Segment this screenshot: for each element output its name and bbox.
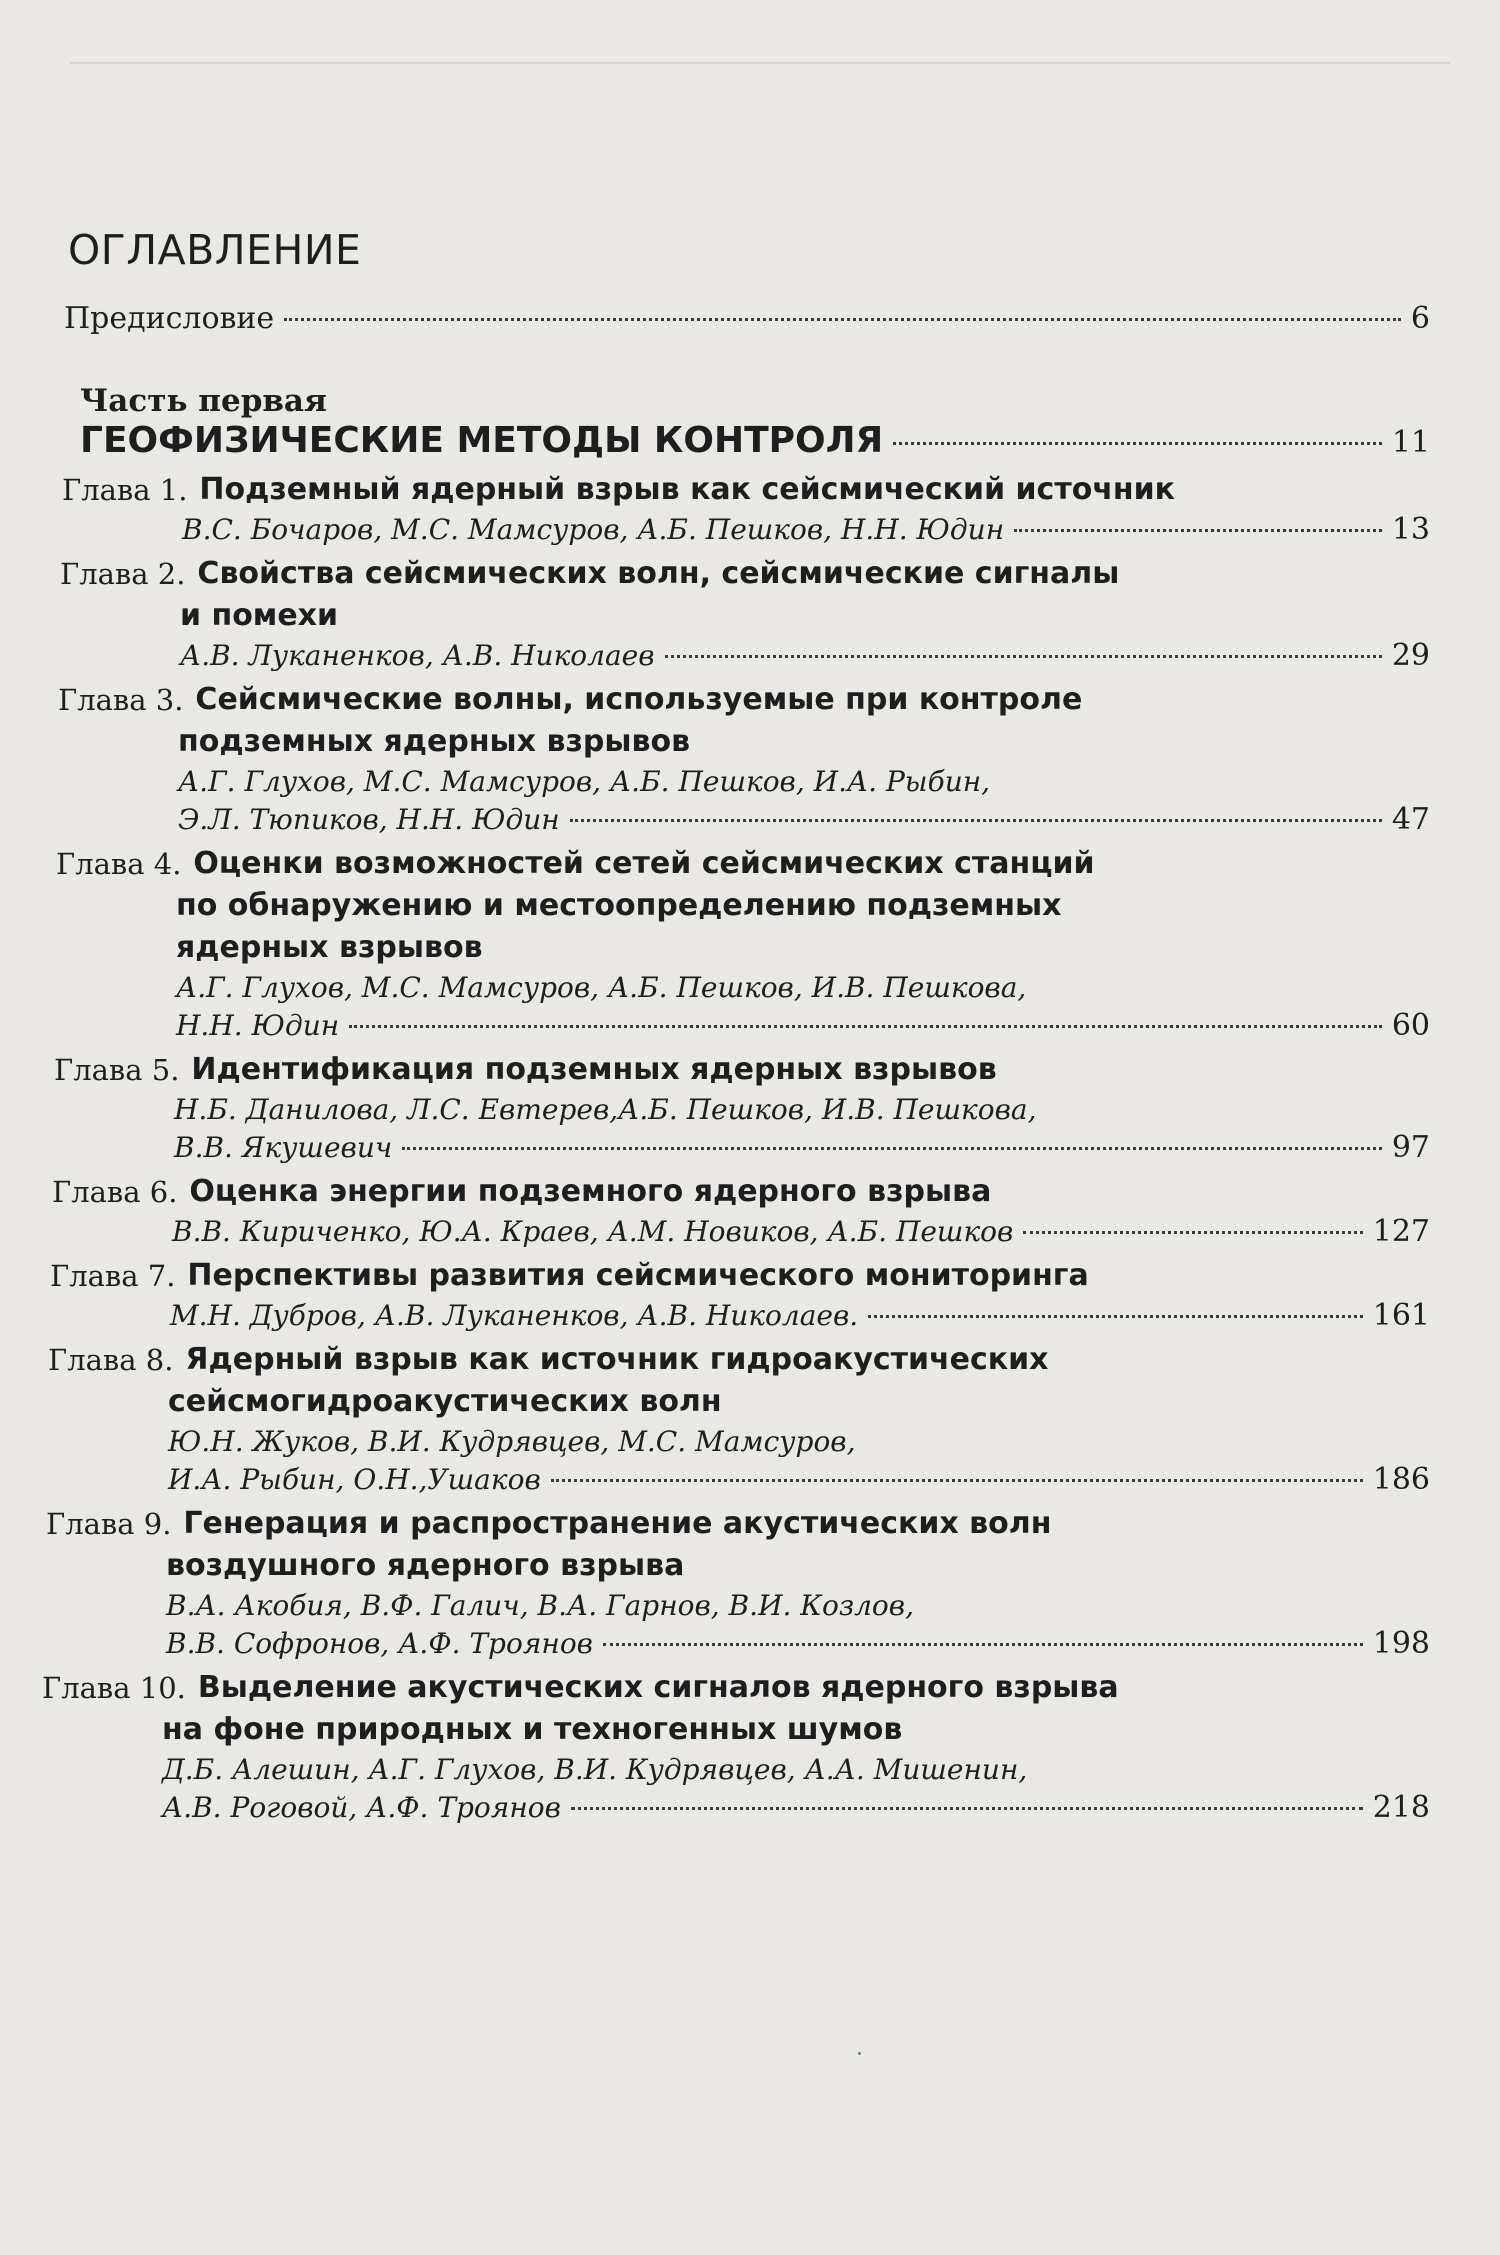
chapter-title-line: на фоне природных и техногенных шумов bbox=[162, 1712, 903, 1747]
toc-entry-chapter-4[interactable] bbox=[56, 843, 1450, 1045]
page-number: 161 bbox=[1372, 1298, 1430, 1333]
chapter-label: Глава 9. bbox=[46, 1507, 172, 1541]
chapter-title: Ядерный взрыв как источник гидроакустических bbox=[185, 1342, 1049, 1377]
toc-entry-chapter-1[interactable] bbox=[62, 469, 1450, 549]
dot-leader bbox=[868, 1315, 1363, 1318]
chapter-list bbox=[42, 469, 1450, 1827]
chapter-title: Оценка энергии подземного ядерного взрыва bbox=[189, 1174, 992, 1209]
page-number: 127 bbox=[1372, 1214, 1430, 1249]
chapter-authors-row bbox=[62, 511, 1430, 549]
chapter-authors-line: Д.Б. Алешин, А.Г. Глухов, В.И. Кудрявцев, А.А. Мишенин, bbox=[162, 1753, 1028, 1786]
chapter-authors-row bbox=[60, 637, 1430, 675]
chapter-heading bbox=[60, 553, 1450, 595]
chapter-authors-line: Ю.Н. Жуков, В.И. Кудрявцев, М.С. Мамсуров, bbox=[168, 1425, 856, 1458]
chapter-heading bbox=[62, 469, 1450, 511]
dot-leader bbox=[571, 1807, 1363, 1810]
chapter-authors-row bbox=[56, 1007, 1430, 1045]
chapter-authors-row bbox=[46, 1625, 1430, 1663]
chapter-authors: В.С. Бочаров, М.С. Мамсуров, А.Б. Пешков, Н.Н. Юдин bbox=[182, 513, 1005, 546]
toc-entry-chapter-3[interactable] bbox=[58, 679, 1450, 839]
dot-leader bbox=[665, 655, 1382, 658]
chapter-title-line: ядерных взрывов bbox=[176, 930, 483, 965]
chapter-authors: В.В. Софронов, А.Ф. Троянов bbox=[166, 1627, 593, 1660]
page-number: 6 bbox=[1410, 301, 1430, 336]
dot-leader bbox=[570, 819, 1382, 822]
toc-entry-chapter-6[interactable] bbox=[52, 1171, 1450, 1251]
bleed-through-rule bbox=[70, 62, 1450, 64]
chapter-authors: В.В. Кириченко, Ю.А. Краев, А.М. Новиков, А.Б. Пешков bbox=[172, 1215, 1014, 1248]
chapter-authors: А.В. Роговой, А.Ф. Троянов bbox=[162, 1791, 561, 1824]
dot-leader bbox=[551, 1479, 1363, 1482]
chapter-heading bbox=[46, 1503, 1450, 1545]
chapter-title: Свойства сейсмических волн, сейсмические сигналы bbox=[197, 556, 1120, 591]
chapter-authors-line: А.Г. Глухов, М.С. Мамсуров, А.Б. Пешков, И.В. Пешкова, bbox=[176, 971, 1027, 1004]
toc-entry-preface[interactable] bbox=[64, 301, 1430, 336]
toc-entry-chapter-7[interactable] bbox=[50, 1255, 1450, 1335]
chapter-label: Глава 4. bbox=[56, 847, 182, 881]
page-number: 218 bbox=[1372, 1790, 1430, 1825]
dot-leader bbox=[1023, 1231, 1362, 1234]
toc-entry-chapter-9[interactable] bbox=[46, 1503, 1450, 1663]
page-number: 60 bbox=[1391, 1008, 1430, 1043]
chapter-authors: А.В. Луканенков, А.В. Николаев bbox=[180, 639, 655, 672]
chapter-title: Идентификация подземных ядерных взрывов bbox=[191, 1052, 997, 1087]
chapter-heading bbox=[48, 1339, 1450, 1381]
chapter-heading bbox=[50, 1255, 1450, 1297]
chapter-authors: В.В. Якушевич bbox=[174, 1131, 393, 1164]
chapter-label: Глава 7. bbox=[50, 1259, 176, 1293]
chapter-title: Подземный ядерный взрыв как сейсмический источник bbox=[199, 472, 1176, 507]
toc-page bbox=[42, 226, 1450, 1831]
chapter-title: Сейсмические волны, используемые при контроле bbox=[195, 682, 1083, 717]
page-number: 11 bbox=[1391, 425, 1430, 460]
chapter-title: Выделение акустических сигналов ядерного взрыва bbox=[197, 1670, 1119, 1705]
chapter-authors-line: А.Г. Глухов, М.С. Мамсуров, А.Б. Пешков, И.А. Рыбин, bbox=[178, 765, 991, 798]
chapter-authors-row bbox=[52, 1213, 1430, 1251]
toc-entry-chapter-2[interactable] bbox=[60, 553, 1450, 675]
dot-leader bbox=[893, 442, 1382, 445]
chapter-heading bbox=[52, 1171, 1450, 1213]
page-number: 97 bbox=[1391, 1130, 1430, 1165]
chapter-authors: Э.Л. Тюпиков, Н.Н. Юдин bbox=[178, 803, 560, 836]
page-number: 186 bbox=[1372, 1462, 1430, 1497]
part-title: ГЕОФИЗИЧЕСКИЕ МЕТОДЫ КОНТРОЛЯ bbox=[80, 420, 884, 461]
chapter-heading bbox=[58, 679, 1450, 721]
chapter-authors: И.А. Рыбин, О.Н.,Ушаков bbox=[168, 1463, 541, 1496]
chapter-title-line: сейсмогидроакустических волн bbox=[168, 1384, 722, 1419]
chapter-label: Глава 6. bbox=[52, 1175, 178, 1209]
chapter-label: Глава 1. bbox=[62, 473, 188, 507]
chapter-label: Глава 10. bbox=[42, 1671, 186, 1705]
chapter-label: Глава 8. bbox=[48, 1343, 174, 1377]
part-label: Часть первая bbox=[80, 383, 327, 419]
chapter-authors-row bbox=[42, 1789, 1430, 1827]
chapter-authors-line: Н.Б. Данилова, Л.С. Евтерев,А.Б. Пешков, И.В. Пешкова, bbox=[174, 1093, 1037, 1126]
page-number: 198 bbox=[1372, 1626, 1430, 1661]
page-number: 47 bbox=[1391, 802, 1430, 837]
chapter-title-line: и помехи bbox=[180, 598, 339, 633]
dot-leader bbox=[603, 1643, 1363, 1646]
chapter-label: Глава 2. bbox=[60, 557, 186, 591]
chapter-authors-line: В.А. Акобия, В.Ф. Галич, В.А. Гарнов, В.И. Козлов, bbox=[166, 1589, 914, 1622]
preface-label: Предисловие bbox=[64, 301, 275, 336]
toc-entry-part-one[interactable] bbox=[80, 420, 1430, 461]
chapter-authors: М.Н. Дубров, А.В. Луканенков, А.В. Николаев. bbox=[170, 1299, 859, 1332]
dot-leader bbox=[402, 1147, 1382, 1150]
chapter-heading bbox=[42, 1667, 1450, 1709]
chapter-authors-row bbox=[48, 1461, 1430, 1499]
chapter-heading bbox=[56, 843, 1450, 885]
dot-leader bbox=[1014, 529, 1382, 532]
chapter-title: Генерация и распространение акустических волн bbox=[183, 1506, 1052, 1541]
chapter-authors-row bbox=[58, 801, 1430, 839]
chapter-label: Глава 3. bbox=[58, 683, 184, 717]
chapter-authors-row bbox=[50, 1297, 1430, 1335]
chapter-heading bbox=[54, 1049, 1450, 1091]
toc-heading: ОГЛАВЛЕНИЕ bbox=[68, 226, 362, 274]
toc-entry-chapter-5[interactable] bbox=[54, 1049, 1450, 1167]
dot-leader bbox=[349, 1025, 1382, 1028]
page-number: 13 bbox=[1391, 512, 1430, 547]
chapter-authors: Н.Н. Юдин bbox=[176, 1009, 340, 1042]
chapter-authors-row bbox=[54, 1129, 1430, 1167]
page-number: 29 bbox=[1391, 638, 1430, 673]
chapter-title: Оценки возможностей сетей сейсмических станций bbox=[193, 846, 1095, 881]
chapter-title: Перспективы развития сейсмического мониторинга bbox=[187, 1258, 1089, 1293]
dot-leader bbox=[284, 318, 1401, 321]
chapter-title-line: по обнаружению и местоопределению подземных bbox=[176, 888, 1062, 923]
stray-ink-dot bbox=[858, 2052, 861, 2055]
toc-entry-chapter-8[interactable] bbox=[48, 1339, 1450, 1499]
toc-entry-chapter-10[interactable] bbox=[42, 1667, 1450, 1827]
chapter-title-line: воздушного ядерного взрыва bbox=[166, 1548, 685, 1583]
chapter-label: Глава 5. bbox=[54, 1053, 180, 1087]
chapter-title-line: подземных ядерных взрывов bbox=[178, 724, 691, 759]
